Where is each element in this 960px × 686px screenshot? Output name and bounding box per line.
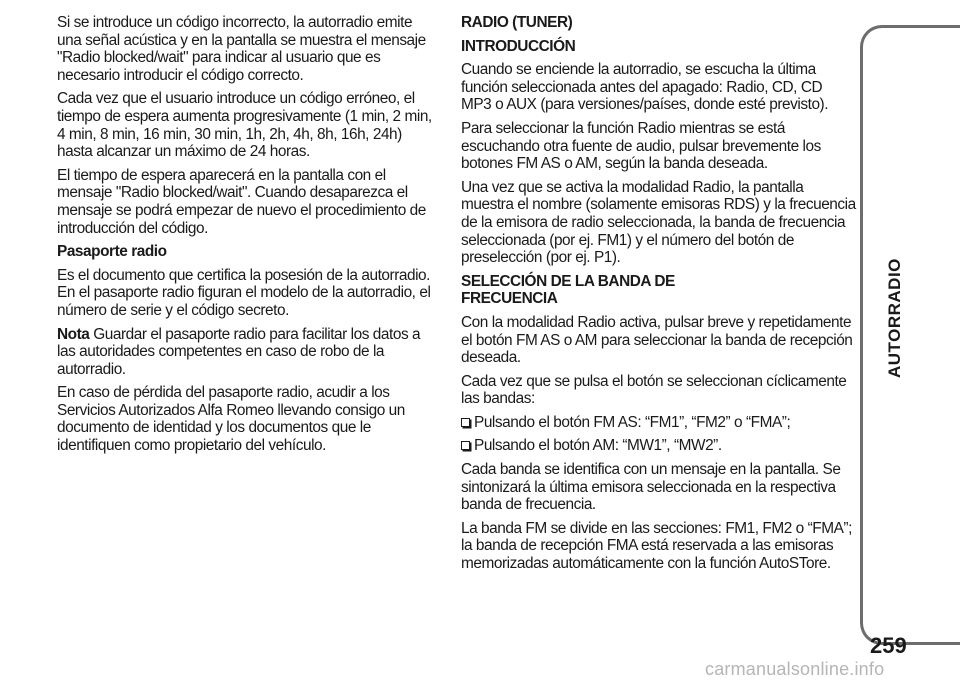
bullet-fm-as: Pulsando el botón FM AS: “FM1”, “FM2” o “FMA”; <box>461 414 856 432</box>
heading-pasaporte-radio: Pasaporte radio <box>57 243 167 261</box>
heading-introduccion: INTRODUCCIÓN <box>461 37 576 55</box>
paragraph-banda-activa: Con la modalidad Radio activa, pulsar breve y repetidamente el botón FM AS o AM para seleccionar la banda de recepción deseada. <box>461 313 853 367</box>
checkbox-bullet-icon <box>461 441 470 450</box>
checkbox-bullet-icon <box>461 418 470 427</box>
paragraph-wait-message: El tiempo de espera aparecerá en la pantalla con el mensaje "Radio blocked/wait". Cuando desaparezca el mensaje se podrá empezar de nuevo el procedimiento de introducción del código. <box>57 166 426 237</box>
section-title-radio: RADIO (TUNER) <box>461 14 573 31</box>
bullet-am: Pulsando el botón AM: “MW1”, “MW2”. <box>461 437 856 455</box>
watermark: carmanualsonline.info <box>705 659 885 679</box>
paragraph-modalidad-radio: Una vez que se activa la modalidad Radio, la pantalla muestra el nombre (solamente emisoras RDS) y la frecuencia de la emisora de radio seleccionada, la banda de frecuencia seleccionada (por ej. FM1) y el número del botón de preselección (por ej. P1). <box>461 178 856 267</box>
paragraph-banda-fm: La banda FM se divide en las secciones: FM1, FM2 o “FMA”; la banda de recepción FMA está reservada a las emisoras memorizadas automáticamente con la función AutoSTore. <box>461 519 852 573</box>
paragraph-identificacion: Cada banda se identifica con un mensaje en la pantalla. Se sintonizará la última emisora seleccionada en la respectiva banda de frecuencia. <box>461 461 841 514</box>
side-tab-frame <box>860 25 960 645</box>
heading-seleccion-banda: SELECCIÓN DE LA BANDA DE FRECUENCIA <box>461 272 675 308</box>
page-number: 259 <box>870 633 907 658</box>
right-column <box>461 14 856 579</box>
paragraph-pasaporte: Es el documento que certifica la posesión de la autorradio. En el pasaporte radio figuran el modelo de la autorradio, el número de serie y el código secreto. <box>57 266 431 319</box>
left-column <box>57 14 440 461</box>
paragraph-encendido: Cuando se enciende la autorradio, se escucha la última función seleccionada antes del apagado: Radio, CD, CD MP3 o AUX (para versiones/países, donde esté previsto). <box>461 61 829 114</box>
paragraph-ciclico: Cada vez que se pulsa el botón se seleccionan cíclicamente las bandas: <box>461 372 847 408</box>
nota-label: Nota <box>57 325 90 343</box>
paragraph-wrong-code: Si se introduce un código incorrecto, la autorradio emite una señal acústica y en la pantalla se muestra el mensaje "Radio blocked/wait" para indicar al usuario que es necesario introducir el código correcto. <box>57 14 426 84</box>
paragraph-seleccionar-radio: Para seleccionar la función Radio mientras se está escuchando otra fuente de audio, pulsar brevemente los botones FM AS o AM, según la banda deseada. <box>461 119 821 173</box>
paragraph-wait-time: Cada vez que el usuario introduce un código erróneo, el tiempo de espera aumenta progresivamente (1 min, 2 min, 4 min, 8 min, 16 min, 30 min, 1h, 2h, 4h, 8h, 16h, 24h) hasta alcanzar un máximo de 24 horas. <box>57 90 432 161</box>
paragraph-nota <box>57 326 440 379</box>
nota-text: Guardar el pasaporte radio para facilitar los datos a las autoridades competentes en caso de robo de la autorradio. <box>57 325 421 378</box>
paragraph-perdida: En caso de pérdida del pasaporte radio, acudir a los Servicios Autorizados Alfa Romeo llevando consigo un documento de identidad y los documentos que le identifiquen como propietario del vehículo. <box>57 384 405 455</box>
side-tab-label: AUTORRADIO <box>885 258 904 378</box>
